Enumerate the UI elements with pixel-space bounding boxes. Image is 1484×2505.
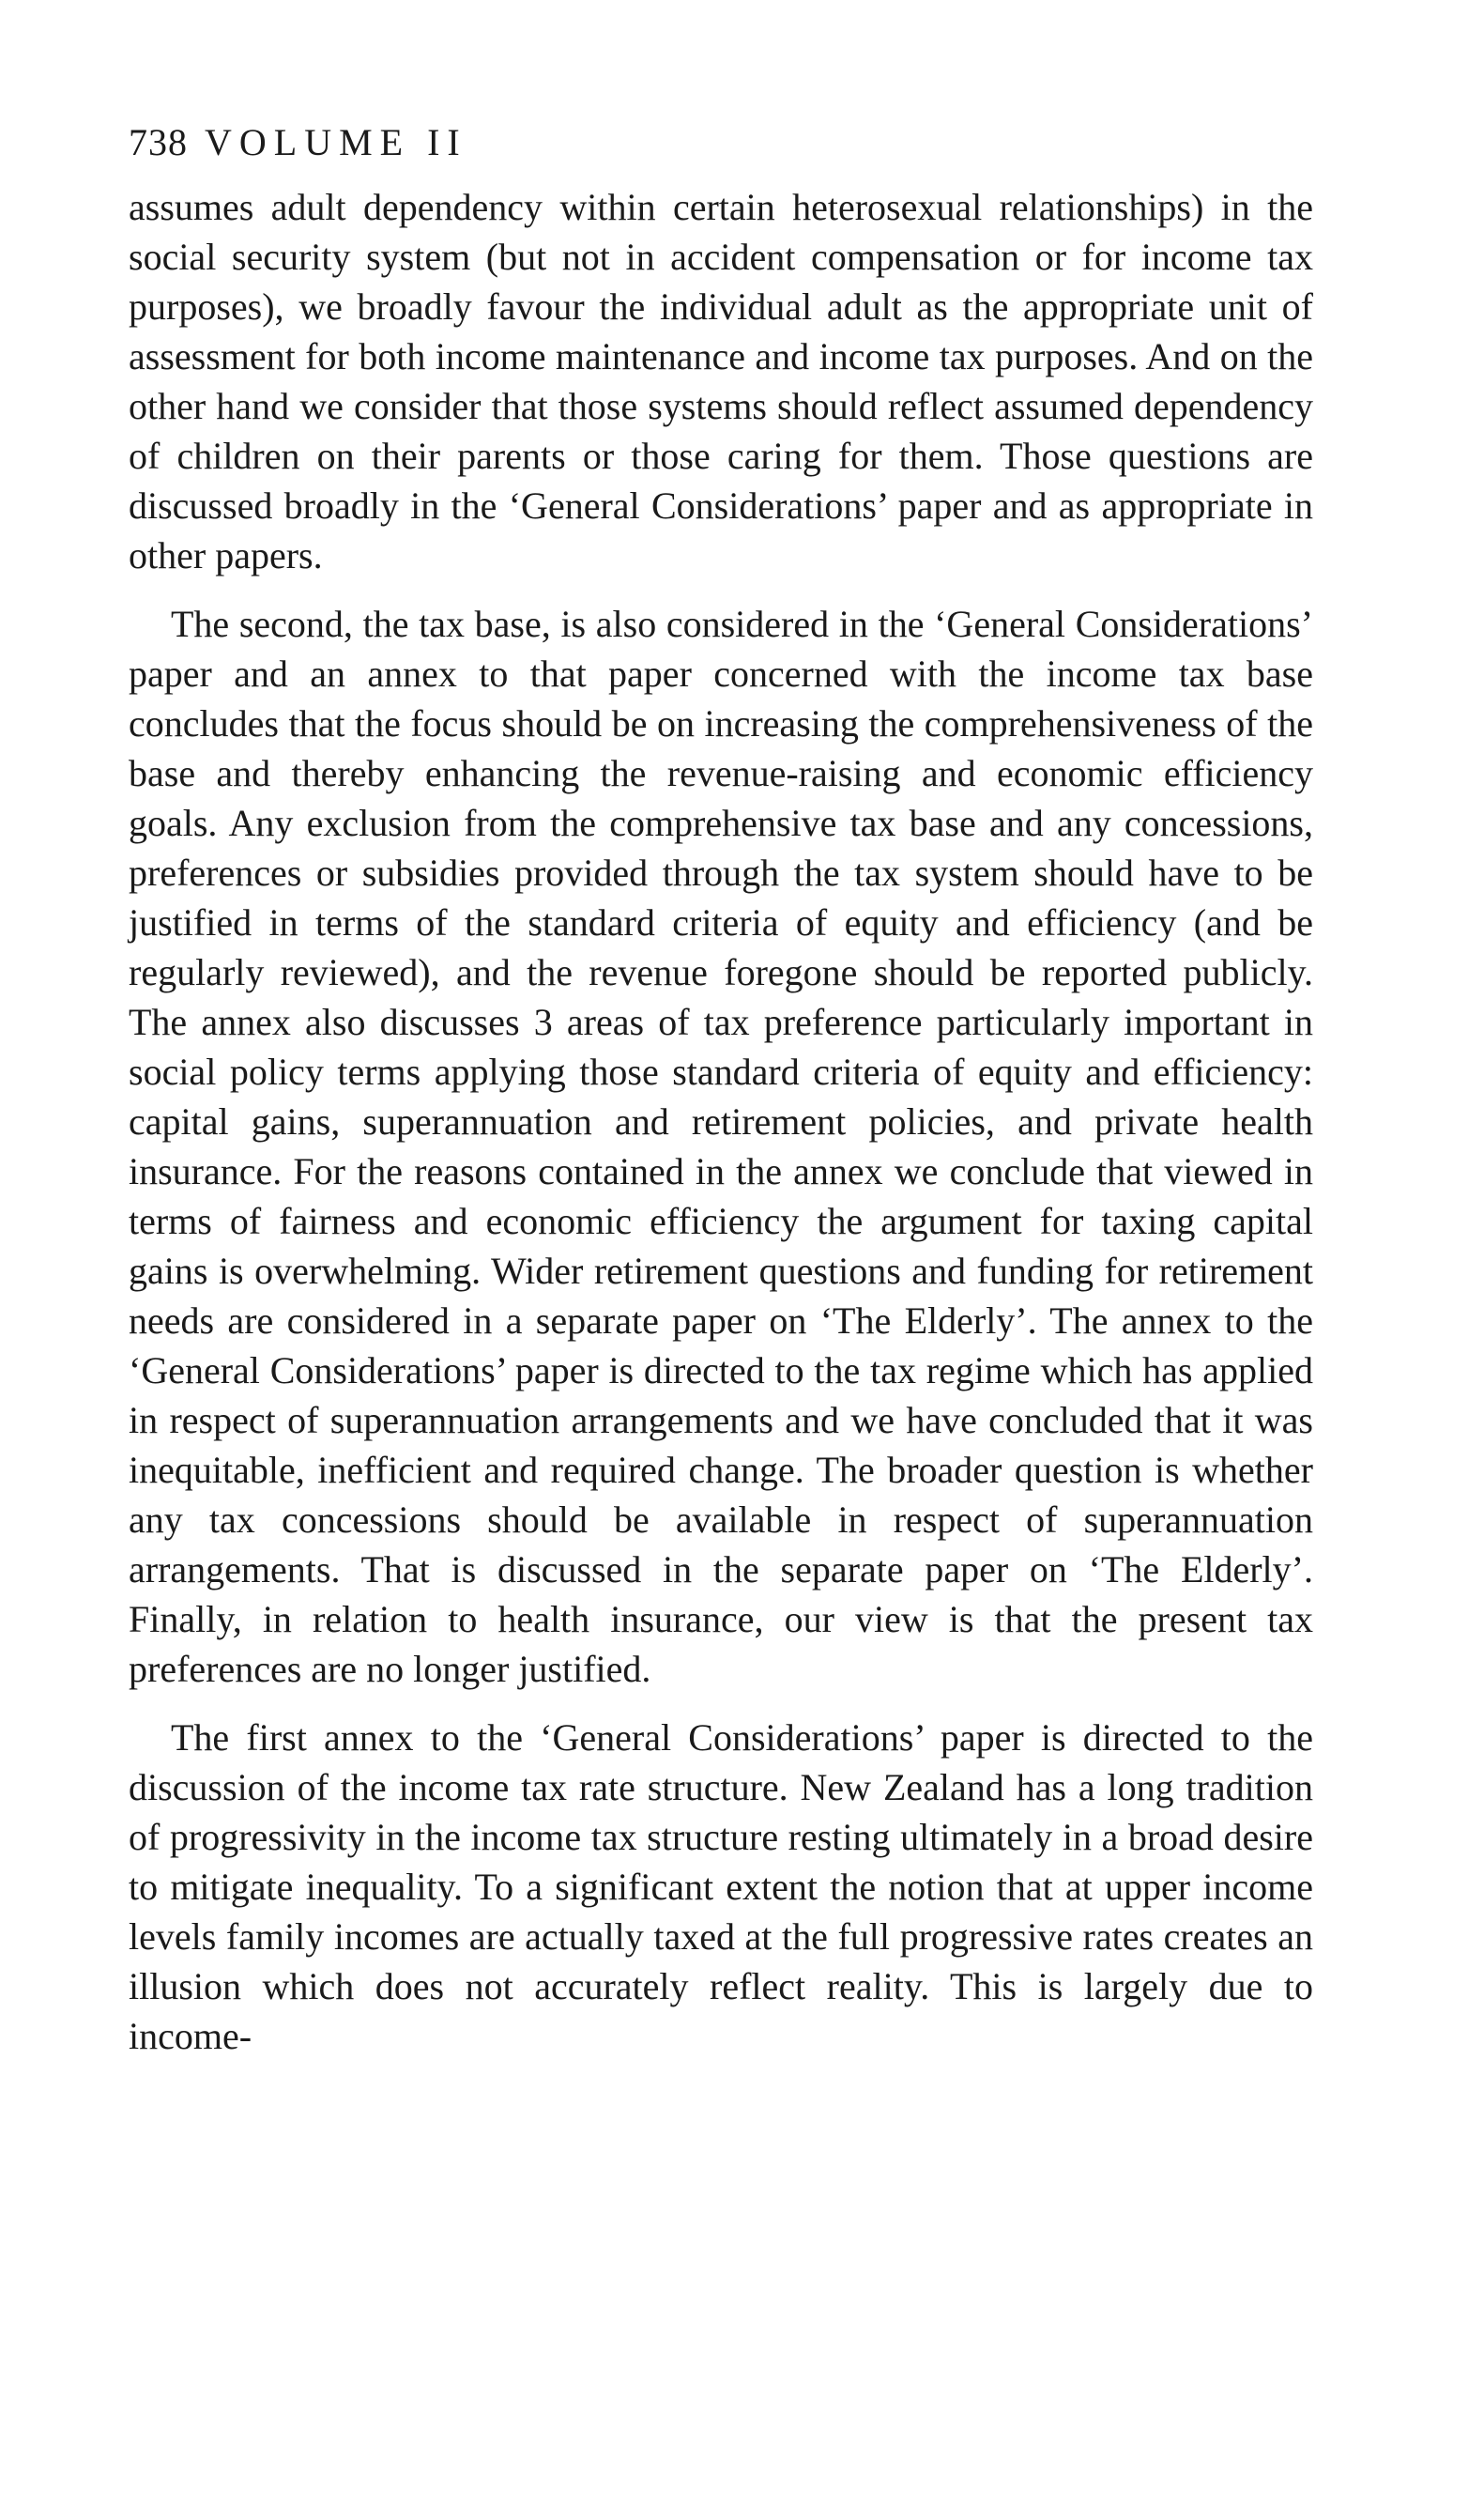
paragraph-rate-structure: The first annex to the ‘General Considerations’ paper is directed to the discussion of the income tax rate structure. New Zealand has a long tradition of progressivity in the income tax structure resting ultimately in a broad desire to mitigate inequality. To a significant extent the notion that at upper income levels family incomes are actually taxed at the full progressive rates creates an illusion which does not accurately reflect reality. This is largely due to income-: [129, 1716, 1313, 2057]
section-title: VOLUME II: [205, 121, 467, 163]
page-number: 738: [129, 121, 188, 163]
paragraph-tax-base: The second, the tax base, is also considered in the ‘General Considerations’ paper and an annex to that paper concerned with the income tax base concludes that the focus should be on increasing the comprehensiveness of the base and thereby enhancing the revenue-raising and economic efficiency goals. Any exclusion from the comprehensive tax base and any concessions, preferences or subsidies provided through the tax system should have to be justified in terms of the standard criteria of equity and efficiency (and be regularly reviewed), and the revenue foregone should be reported publicly. The annex also discusses 3 areas of tax preference particularly important in social policy terms applying those standard criteria of equity and efficiency: capital gains, superannuation and retirement policies, and private health insurance. For the reasons contained in the annex we conclude that viewed in terms of fairness and economic efficiency the argument for taxing capital gains is overwhelming. Wider retirement questions and funding for retirement needs are considered in a separate paper on ‘The Elderly’. The annex to the ‘General Considerations’ paper is directed to the tax regime which has applied in respect of superannuation arrangements and we have concluded that it was inequitable, inefficient and required change. The broader question is whether any tax concessions should be available in respect of superannuation arrangements. That is discussed in the separate paper on ‘The Elderly’. Finally, in relation to health insurance, our view is that the present tax preferences are no longer justified.: [129, 603, 1313, 1690]
paragraph-continued: assumes adult dependency within certain heterosexual relationships) in the social security system (but not in accident compensation or for income tax purposes), we broadly favour the individual adult as the appropriate unit of assessment for both income maintenance and income tax purposes. And on the other hand we consider that those systems should reflect assumed dependency of children on their parents or those caring for them. Those questions are discussed broadly in the ‘General Considerations’ paper and as appropriate in other papers.: [129, 186, 1313, 576]
running-head: [129, 120, 1313, 165]
document-page: [129, 120, 1313, 2061]
body-text: [129, 182, 1313, 2061]
